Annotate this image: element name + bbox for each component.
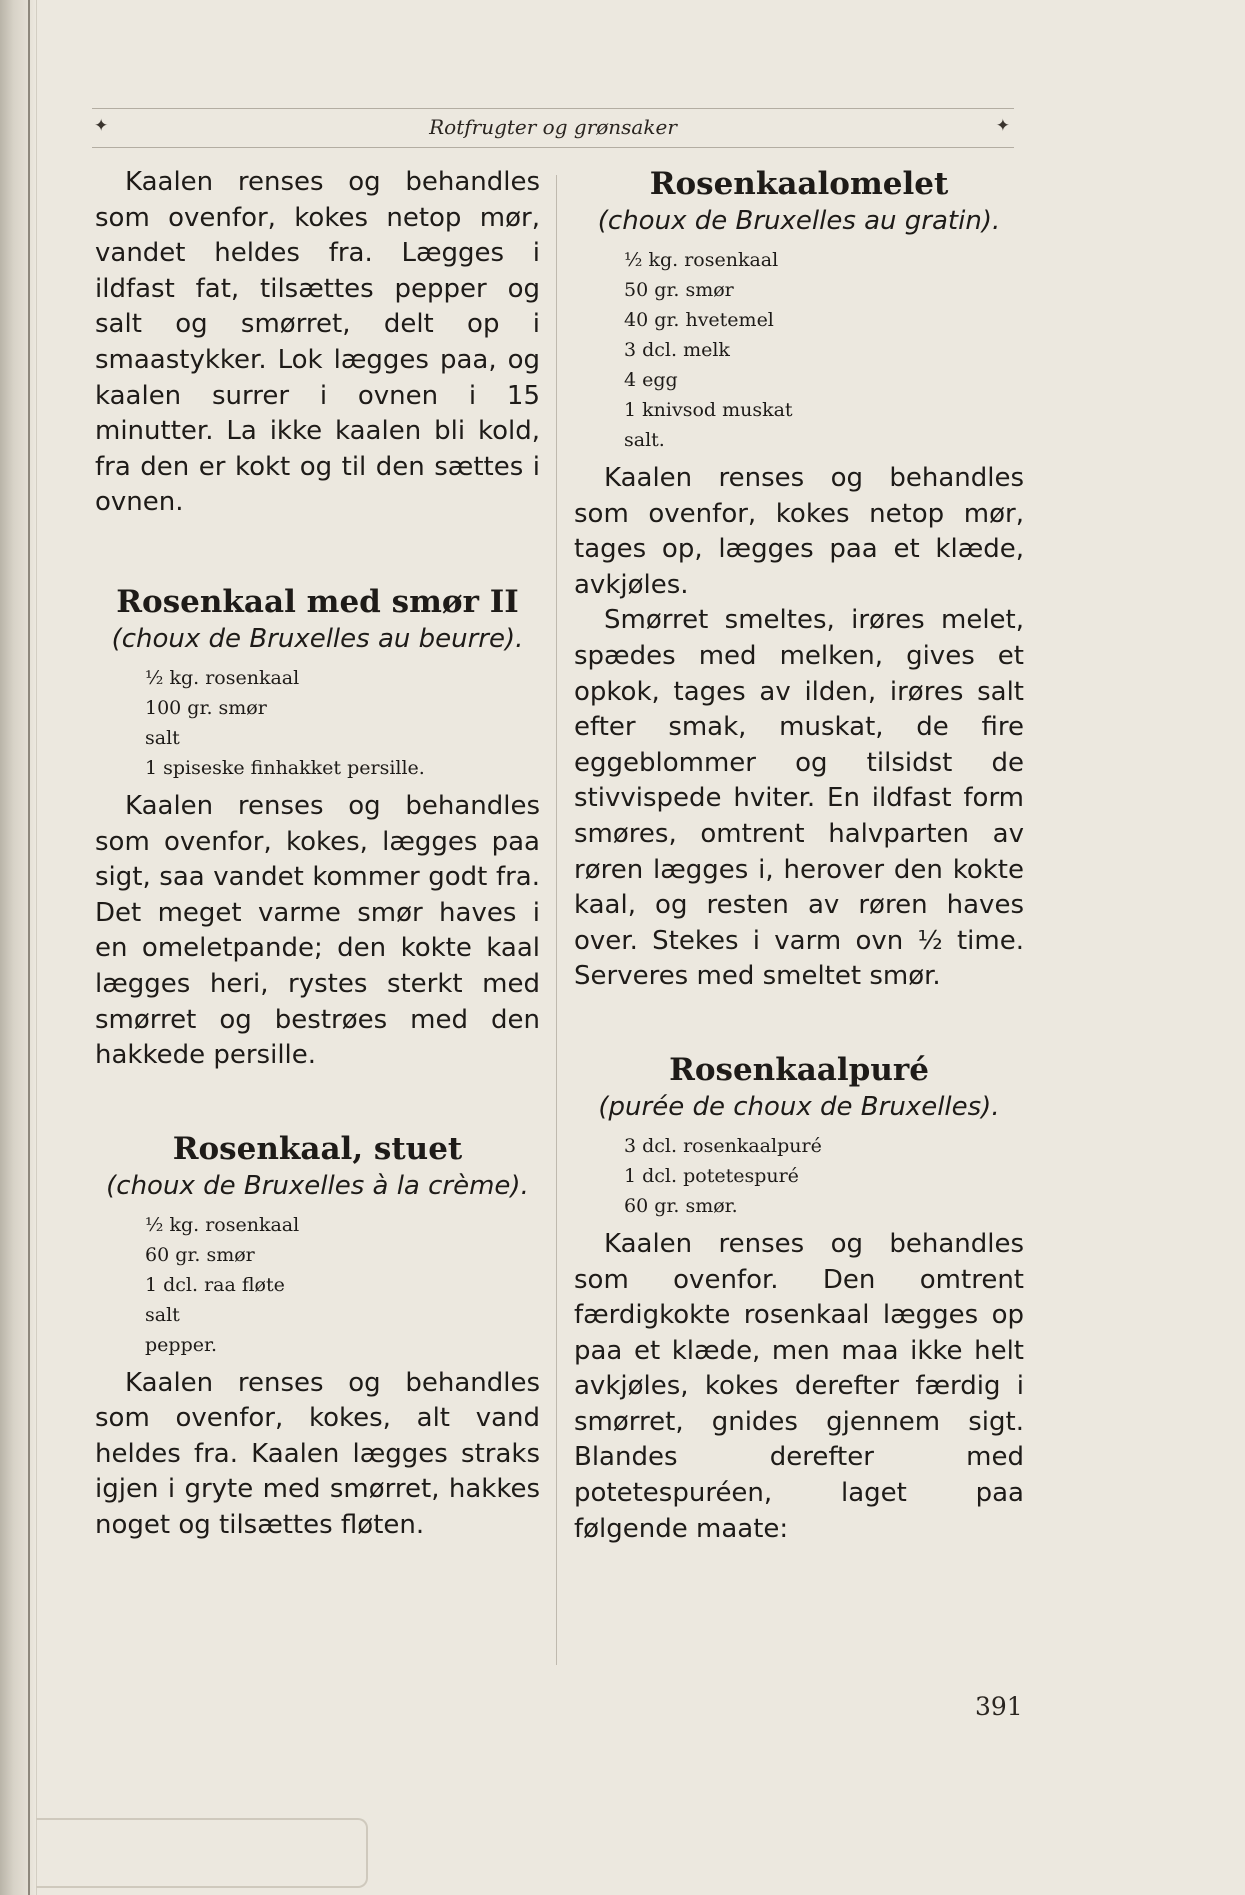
recipe-text: Kaalen renses og behandles som ovenfor, kokes, lægges paa sigt, saa vandet kommer godt fra. Det meget varme smør haves i en omeletpande; den kokte kaal lægges heri, rystes sterkt med smørret og bestrøes med den hakkede persille. <box>95 790 540 1071</box>
ingredient-list <box>95 1210 540 1360</box>
recipe-text: Kaalen renses og behandles som ovenfor, kokes, alt vand heldes fra. Kaalen lægges straks igjen i gryte med smørret, hakkes noget og tilsættes fløten. <box>95 1367 540 1541</box>
ingredient: 60 gr. smør. <box>624 1194 738 1217</box>
recipe-subtitle: (choux de Bruxelles au beurre). <box>111 623 524 654</box>
ornament-left-icon: ✦ <box>94 116 109 136</box>
page-edge-mark <box>36 1818 368 1888</box>
page-number: 391 <box>975 1692 1023 1721</box>
recipe-title: Rosenkaalpuré <box>669 1051 929 1088</box>
ingredient: 40 gr. hvetemel <box>624 309 774 331</box>
ingredient: ½ kg. rosenkaal <box>145 666 300 689</box>
right-column <box>574 165 1024 1547</box>
recipe-title: Rosenkaal, stuet <box>172 1130 463 1167</box>
ingredient: 50 gr. smør <box>624 279 734 301</box>
ingredient-list <box>574 1131 1024 1221</box>
ingredient: 4 egg <box>624 369 678 391</box>
left-column <box>95 165 540 1544</box>
ingredient: ½ kg. rosenkaal <box>145 1213 300 1236</box>
ingredient: 3 dcl. rosenkaalpuré <box>624 1134 822 1157</box>
ingredient: salt <box>145 1303 180 1326</box>
recipe-subtitle: (purée de choux de Bruxelles). <box>598 1091 1000 1122</box>
ingredient: salt <box>145 726 180 749</box>
recipe-text: Smørret smeltes, irøres melet, spædes med melken, gives et opkok, tages av ilden, irøres salt efter smak, muskat, de fire eggeblommer og tilsidst de stivvispede hviter. En ildfast form smøres, omtrent halvparten av røren lægges i, herover den kokte kaal, og resten av røren haves over. Stekes i varm ovn ½ time. Serveres med smeltet smør. <box>574 605 1024 992</box>
intro-paragraph: Kaalen renses og behandles som ovenfor, kokes netop mør, vandet heldes fra. Lægges i ildfast fat, tilsættes pepper og salt og smørret, delt op i smaastykker. Lok lægges paa, og kaalen surrer i ovnen i 15 minutter. La ikke kaalen bli kold, fra den er kokt og til den sættes i ovnen. <box>95 167 540 518</box>
ingredient: salt. <box>624 429 665 451</box>
ingredient: 1 spiseske finhakket persille. <box>145 756 425 779</box>
recipe-text: Kaalen renses og behandles som ovenfor, kokes netop mør, tages op, lægges paa et klæde, avkjøles. <box>574 463 1024 600</box>
ingredient: 60 gr. smør <box>145 1243 255 1266</box>
column-divider <box>556 175 557 1665</box>
recipe-title: Rosenkaal med smør II <box>116 583 519 620</box>
ornament-right-icon: ✦ <box>995 116 1010 136</box>
running-header <box>92 108 1014 148</box>
ingredient: 1 dcl. potetespuré <box>624 1164 799 1187</box>
ingredient: 1 dcl. raa fløte <box>145 1273 285 1296</box>
gutter-line <box>28 0 30 1895</box>
recipe-subtitle: (choux de Bruxelles au gratin). <box>597 206 1001 236</box>
ingredient-list <box>574 245 1024 455</box>
running-title: Rotfrugter og grønsaker <box>429 115 677 139</box>
ingredient: 3 dcl. melk <box>624 339 730 361</box>
recipe-subtitle: (choux de Bruxelles à la crème). <box>106 1170 529 1201</box>
ingredient: 1 knivsod muskat <box>624 399 793 421</box>
book-spine <box>0 0 37 1895</box>
ingredient-list <box>95 663 540 783</box>
recipe-text: Kaalen renses og behandles som ovenfor. Den omtrent færdigkokte rosenkaal lægges op paa et klæde, men maa ikke helt avkjøles, kokes derefter færdig i smørret, gnides gjennem sigt. Blandes derefter med potetespuréen, laget paa følgende maate: <box>574 1228 1024 1544</box>
ingredient: ½ kg. rosenkaal <box>624 249 779 271</box>
recipe-title: Rosenkaalomelet <box>649 166 949 202</box>
ingredient: 100 gr. smør <box>145 696 267 719</box>
ingredient: pepper. <box>145 1333 218 1356</box>
